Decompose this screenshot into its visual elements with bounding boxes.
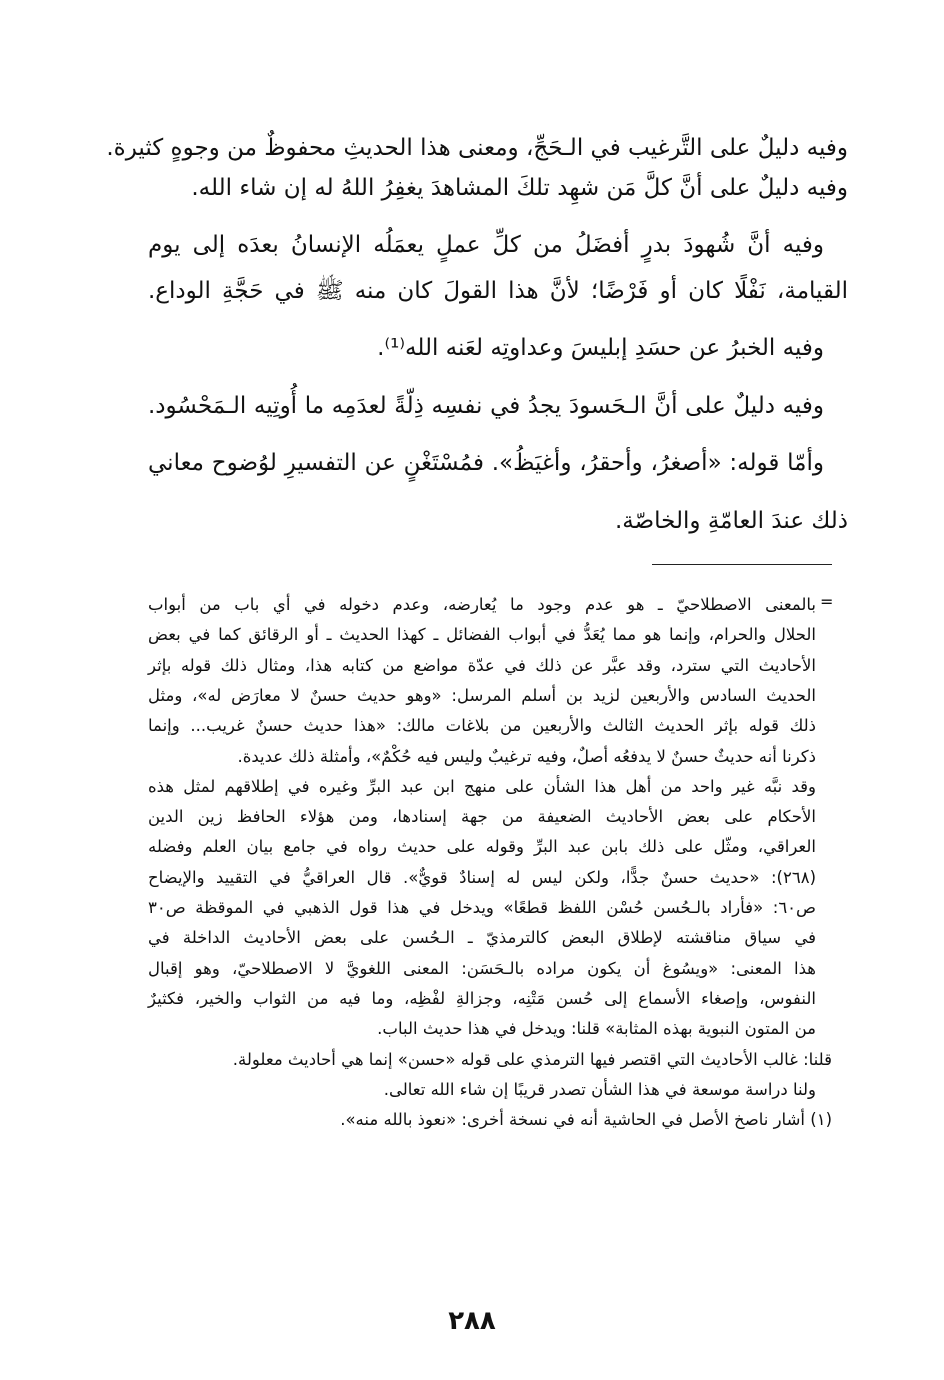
footnote-line: الأحكام على بعض الأحاديث الضعيفة من جهة إسنادها، ومن هؤلاء الحافظ زين الدين <box>148 807 816 827</box>
footnote-line: الحديث السادس والأربعين لزيد بن أسلم المرسل: «وهو حديث حسنٌ لا معارَض له»، ومثل <box>148 685 816 705</box>
footnote-line: في سياق مناقشته لإطلاق البعض كالترمذيّ ـ الـحُسن على بعض الأحاديث الداخلة في <box>148 928 816 948</box>
footnote-line: الحلال والحرام، وإنما هو مما يُعَدُّ في أبواب الفضائل ـ كهذا الحديث ـ أو الرقائق كما في بعض <box>148 625 816 645</box>
footnote-line: وقد نبَّه غير واحد من أهل هذا الشأن على منهج ابن عبد البرِّ وغيره في إطلاقهم لمثل هذه <box>148 776 816 796</box>
footnote-line: هذا المعنى: «ويسُوغ أن يكون مراده بالـحَسَن: المعنى اللغويَّ لا الاصطلاحيّ، وهو إقبال <box>148 958 816 978</box>
main-text-line: وفيه دليلٌ على أنَّ كلَّ مَن شهِد تلكَ المشاهدَ يغفِرُ اللهُ له إن شاء الله. <box>191 175 848 201</box>
footnote-line: النفوس، وإصغاء الأسماع إلى حُسن مَتْنِه، وجزالةِ لفْظِه، وما فيه من الثواب والخير، فكثيرٌ <box>148 988 816 1008</box>
footnote-line: من المتون النبوية بهذه المثابة» قلنا: ويدخل في هذا حديث الباب. <box>377 1019 816 1039</box>
main-text-line: وفيه الخبرُ عن حسَدِ إبليسَ وعداوتِه لعَنه الله⁽¹⁾. <box>377 335 824 361</box>
footnote-line: ذكرنا أنه حديثٌ حسنٌ لا يدفعُه أصلٌ، وفيه ترغيبٌ وليس فيه حُكْمٌ»، وأمثلة ذلك عديدة. <box>237 746 816 766</box>
footnote-line: ص٦٠: «فأراد بالـحُسن حُسْن اللفظ قطعًا» ويدخل في هذا قول الذهبي في الموقظة ص٣٠ <box>148 898 816 917</box>
footnote-continuation-mark: = <box>820 592 834 611</box>
footnote-line: قلنا: غالب الأحاديث التي اقتصر فيها الترمذي على قوله «حسن» إنما هي أحاديث معلولة. <box>232 1049 832 1069</box>
footnote-line: الأحاديث التي سترد، وقد عبَّر عن ذلك في عدّة مواضع من كتابه هذا، ومثال ذلك قوله بإثر <box>148 655 816 675</box>
footnote-line: (٢٦٨): «حديث حسنٌ جدًّا، ولكن ليس له إسنادٌ قويٌّ». قال العراقيُّ في التقييد والإيضاح <box>148 867 816 887</box>
footnote-line: ذلك قوله بإثر الحديث الثالث والأربعين من بلاغات مالك: «هذا حديث حسنٌ غريب... وإنما <box>148 716 816 736</box>
footnote-line: العراقي، ومثّل على ذلك بابن عبد البرِّ وقوله على حديث رواه في جامع بيان العلم وفضله <box>148 837 816 857</box>
main-text-line: وفيه دليلٌ على أنَّ الـحَسودَ يجدُ في نفسِه ذِلّةً لعدَمِه ما أُوتِيه الـمَحْسُود. <box>148 393 824 419</box>
page-number: ٢٨٨ <box>448 1306 496 1336</box>
main-text-line: وأمّا قوله: «أصغرُ، وأحقرُ، وأغيَظُ». فمُسْتَغْنٍ عن التفسيرِ لوُضوح معاني <box>148 450 824 476</box>
footnote-line: ولنا دراسة موسعة في هذا الشأن تصدر قريبًا إن شاء الله تعالى. <box>383 1079 816 1099</box>
main-text-line: ذلك عندَ العامّةِ والخاصّة. <box>615 508 848 534</box>
footnote-separator <box>652 564 832 565</box>
main-text-line: وفيه أنَّ شُهودَ بدرٍ أفضَلُ من كلِّ عملٍ يعمَلُه الإنسانُ بعدَه إلى يوم <box>148 232 824 258</box>
main-text-line: القيامة، نَفْلًا كان أو فَرْضًا؛ لأنَّ هذا القولَ كان منه ﷺ في حَجَّةِ الوداع. <box>148 278 848 304</box>
footnote-1: (١) أشار ناصخ الأصل في الحاشية أنه في نسخة أخرى: «نعوذ بالله منه». <box>340 1110 832 1130</box>
main-text-line: وفيه دليلٌ على التَّرغيب في الـحَجِّ، ومعنى هذا الحديثِ محفوظٌ من وجوهٍ كثيرة. <box>106 135 848 161</box>
footnote-line: بالمعنى الاصطلاحيّ ـ هو عدم وجود ما يُعارضه، وعدم دخوله في أي باب من أبواب <box>148 595 816 614</box>
